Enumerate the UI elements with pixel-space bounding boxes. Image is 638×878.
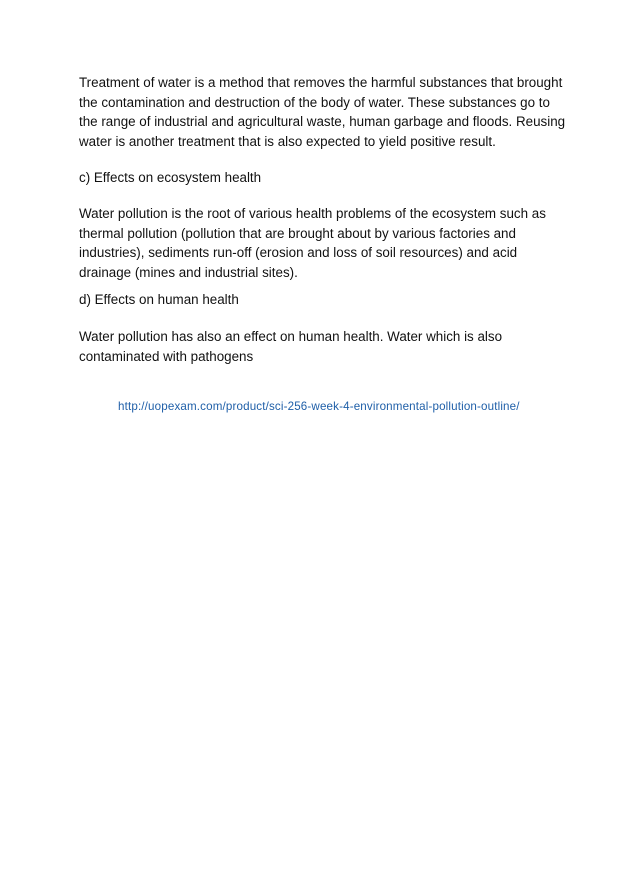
heading-ecosystem-health: c) Effects on ecosystem health: [79, 170, 262, 185]
paragraph-human-health-effects: Water pollution has also an effect on human health. Water which is also contaminated with pathogens: [79, 329, 503, 364]
paragraph-ecosystem-effects: Water pollution is the root of various health problems of the ecosystem such as thermal pollution (pollution that are brought about by various factories and industries), sediments run-off (erosion and loss of soil resources) and acid drainage (mines and industrial sites).: [79, 206, 546, 280]
source-link[interactable]: http://uopexam.com/product/sci-256-week-4-environmental-pollution-outline/: [118, 400, 520, 413]
paragraph-water-treatment: Treatment of water is a method that removes the harmful substances that brought the contamination and destruction of the body of water. These substances go to the range of industrial and agricultural waste, human garbage and floods. Reusing water is another treatment that is also expected to yield positive result.: [79, 75, 566, 149]
heading-human-health: d) Effects on human health: [79, 292, 239, 307]
